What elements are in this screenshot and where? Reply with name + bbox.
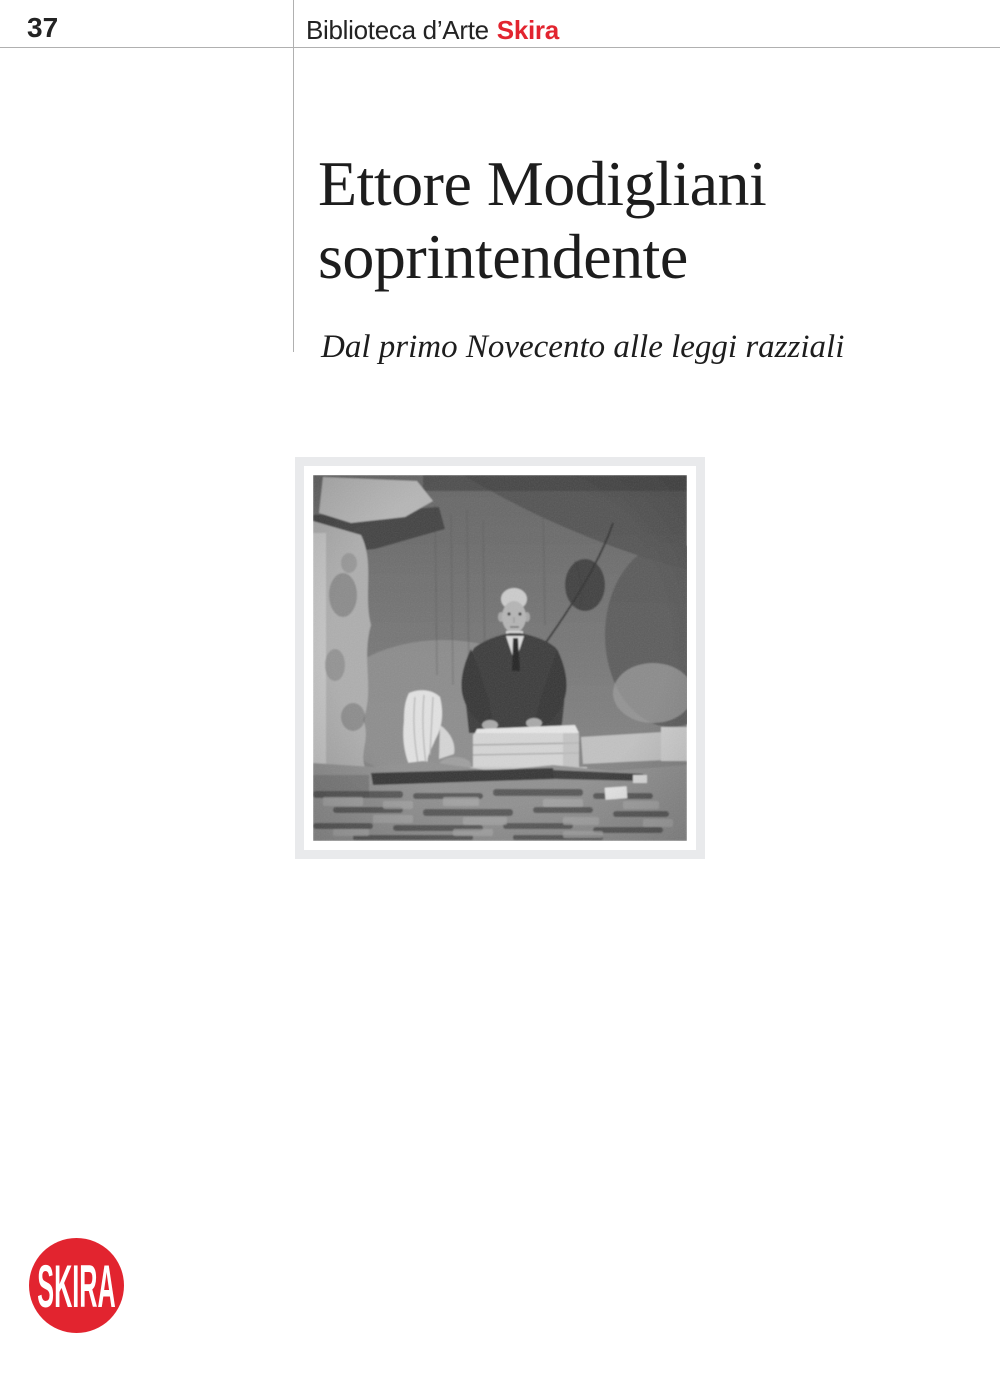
series-title	[306, 15, 559, 45]
book-title-line1: Ettore Modigliani	[318, 148, 767, 219]
cover-photo-frame	[295, 457, 705, 859]
skira-logo	[28, 1237, 125, 1334]
cover-photo	[313, 475, 687, 841]
series-title-text: Biblioteca d’Arte	[306, 15, 489, 45]
skira-logo-text: SKIRA	[37, 1252, 116, 1321]
header-rule	[0, 47, 1000, 48]
header-divider	[293, 0, 294, 352]
cover-photo-matte	[304, 466, 696, 850]
book-title	[318, 147, 766, 293]
book-title-line2: soprintendente	[318, 221, 688, 292]
series-number: 37	[27, 12, 59, 43]
book-subtitle: Dal primo Novecento alle leggi razziali	[321, 329, 845, 365]
publisher-name: Skira	[496, 15, 559, 45]
film-grain	[313, 475, 687, 841]
